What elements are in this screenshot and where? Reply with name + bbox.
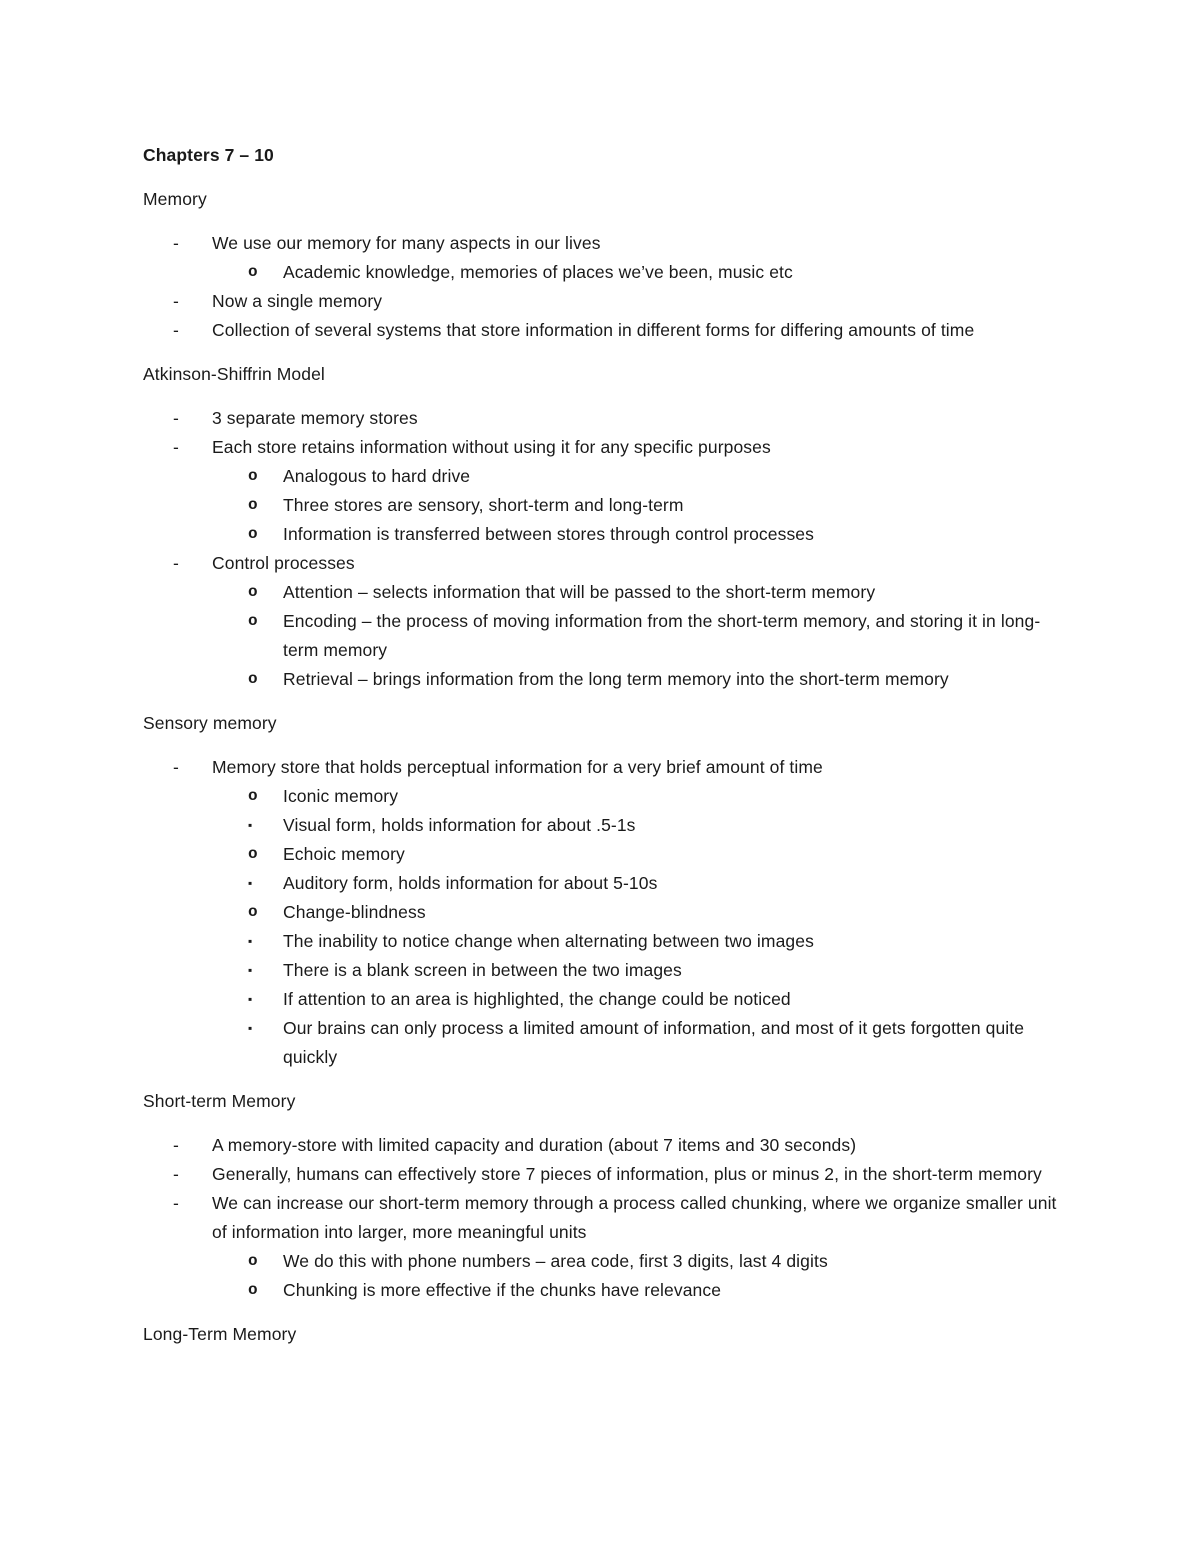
list-item-text: Now a single memory bbox=[212, 291, 383, 311]
list-item-text: We do this with phone numbers – area code, first 3 digits, last 4 digits bbox=[283, 1251, 828, 1271]
list-item bbox=[143, 404, 1063, 433]
list-item bbox=[213, 1014, 1063, 1072]
list-item bbox=[212, 520, 1063, 549]
list-item-text: Change-blindness bbox=[283, 902, 426, 922]
bullet-marker: - bbox=[173, 1135, 179, 1155]
list-item bbox=[212, 665, 1063, 694]
list-item-text: A memory-store with limited capacity and duration (about 7 items and 30 seconds) bbox=[212, 1135, 857, 1155]
list-item bbox=[212, 782, 1063, 840]
page-title: Chapters 7 – 10 bbox=[143, 145, 274, 165]
list-item-text: Memory store that holds perceptual information for a very brief amount of time bbox=[212, 757, 823, 777]
section-heading: Sensory memory bbox=[143, 713, 277, 733]
bullet-marker: - bbox=[173, 233, 179, 253]
bullet-marker: - bbox=[173, 1164, 179, 1184]
list-item bbox=[143, 433, 1063, 549]
list-item bbox=[212, 898, 1063, 1072]
list-item-text: Collection of several systems that store information in different forms for differing amounts of time bbox=[212, 320, 975, 340]
section bbox=[143, 185, 1063, 345]
list-item-text: Auditory form, holds information for about 5-10s bbox=[283, 873, 658, 893]
section-heading: Short-term Memory bbox=[143, 1091, 296, 1111]
list-item-text: Iconic memory bbox=[283, 786, 399, 806]
list-item bbox=[212, 607, 1063, 665]
list-item-text: Academic knowledge, memories of places we’ve been, music etc bbox=[283, 262, 793, 282]
list-item bbox=[143, 1131, 1063, 1160]
list-item bbox=[212, 491, 1063, 520]
list-item-text: Visual form, holds information for about .5-1s bbox=[283, 815, 636, 835]
list-item-text: Information is transferred between stores through control processes bbox=[283, 524, 814, 544]
bullet-marker: ▪ bbox=[248, 963, 253, 977]
bullet-marker: o bbox=[248, 583, 258, 601]
list-item-text: Chunking is more effective if the chunks have relevance bbox=[283, 1280, 722, 1300]
bullet-list-level-3 bbox=[248, 927, 1063, 1072]
section bbox=[143, 709, 1063, 1072]
bullet-list-level-2 bbox=[248, 782, 1063, 1072]
list-item-text: Retrieval – brings information from the long term memory into the short-term memory bbox=[283, 669, 949, 689]
list-item bbox=[212, 840, 1063, 898]
list-item-text: Encoding – the process of moving information from the short-term memory, and storing it in long-term memory bbox=[283, 611, 1041, 660]
bullet-marker: o bbox=[248, 670, 258, 688]
list-item-text: Generally, humans can effectively store 7 pieces of information, plus or minus 2, in the short-term memory bbox=[212, 1164, 1042, 1184]
bullet-marker: o bbox=[248, 263, 258, 281]
bullet-marker: - bbox=[173, 320, 179, 340]
list-item-text: Each store retains information without using it for any specific purposes bbox=[212, 437, 771, 457]
list-item bbox=[212, 462, 1063, 491]
section-heading: Atkinson-Shiffrin Model bbox=[143, 364, 325, 384]
bullet-marker: o bbox=[248, 845, 258, 863]
section bbox=[143, 360, 1063, 694]
bullet-marker: - bbox=[173, 1193, 179, 1213]
bullet-list-level-1 bbox=[143, 753, 1063, 1072]
list-item bbox=[143, 316, 1063, 345]
list-item-text: Three stores are sensory, short-term and long-term bbox=[283, 495, 684, 515]
bullet-list-level-2 bbox=[248, 462, 1063, 549]
list-item bbox=[212, 578, 1063, 607]
list-item bbox=[213, 927, 1063, 956]
bullet-marker: ▪ bbox=[248, 992, 253, 1006]
bullet-list-level-2 bbox=[248, 578, 1063, 694]
list-item-text: Echoic memory bbox=[283, 844, 405, 864]
bullet-marker: - bbox=[173, 437, 179, 457]
list-item bbox=[212, 1247, 1063, 1276]
bullet-list-level-2 bbox=[248, 1247, 1063, 1305]
bullet-list-level-2 bbox=[248, 258, 1063, 287]
document-body bbox=[143, 141, 1063, 1349]
section-heading: Memory bbox=[143, 189, 207, 209]
bullet-marker: o bbox=[248, 525, 258, 543]
list-item bbox=[213, 869, 1063, 898]
bullet-marker: o bbox=[248, 903, 258, 921]
list-item-text: There is a blank screen in between the two images bbox=[283, 960, 682, 980]
list-item-text: We can increase our short-term memory through a process called chunking, where we organize smaller unit of information into larger, more meaningful units bbox=[212, 1193, 1057, 1242]
list-item bbox=[213, 811, 1063, 840]
bullet-marker: - bbox=[173, 757, 179, 777]
section bbox=[143, 1320, 1063, 1349]
bullet-marker: ▪ bbox=[248, 1021, 253, 1035]
list-item bbox=[143, 287, 1063, 316]
bullet-list-level-1 bbox=[143, 404, 1063, 694]
list-item bbox=[143, 1189, 1063, 1305]
bullet-list-level-3 bbox=[248, 869, 1063, 898]
list-item-text: Control processes bbox=[212, 553, 355, 573]
bullet-marker: o bbox=[248, 496, 258, 514]
section bbox=[143, 1087, 1063, 1305]
section-heading: Long-Term Memory bbox=[143, 1324, 297, 1344]
bullet-marker: o bbox=[248, 787, 258, 805]
bullet-marker: o bbox=[248, 467, 258, 485]
bullet-marker: o bbox=[248, 1281, 258, 1299]
list-item bbox=[143, 549, 1063, 694]
list-item bbox=[213, 985, 1063, 1014]
bullet-marker: o bbox=[248, 612, 258, 630]
list-item bbox=[213, 956, 1063, 985]
bullet-marker: ▪ bbox=[248, 934, 253, 948]
list-item-text: If attention to an area is highlighted, the change could be noticed bbox=[283, 989, 791, 1009]
list-item-text: The inability to notice change when alternating between two images bbox=[283, 931, 814, 951]
sections-container bbox=[143, 185, 1063, 1349]
bullet-list-level-1 bbox=[143, 1131, 1063, 1305]
list-item bbox=[143, 229, 1063, 287]
list-item bbox=[212, 258, 1063, 287]
bullet-marker: ▪ bbox=[248, 818, 253, 832]
bullet-marker: - bbox=[173, 291, 179, 311]
bullet-marker: o bbox=[248, 1252, 258, 1270]
bullet-list-level-3 bbox=[248, 811, 1063, 840]
list-item-text: 3 separate memory stores bbox=[212, 408, 418, 428]
list-item bbox=[143, 753, 1063, 1072]
list-item-text: Analogous to hard drive bbox=[283, 466, 471, 486]
bullet-list-level-1 bbox=[143, 229, 1063, 345]
bullet-marker: - bbox=[173, 553, 179, 573]
list-item-text: We use our memory for many aspects in our lives bbox=[212, 233, 601, 253]
list-item bbox=[212, 1276, 1063, 1305]
bullet-marker: - bbox=[173, 408, 179, 428]
list-item-text: Attention – selects information that will be passed to the short-term memory bbox=[283, 582, 876, 602]
list-item bbox=[143, 1160, 1063, 1189]
bullet-marker: ▪ bbox=[248, 876, 253, 890]
list-item-text: Our brains can only process a limited amount of information, and most of it gets forgotten quite quickly bbox=[283, 1018, 1025, 1067]
